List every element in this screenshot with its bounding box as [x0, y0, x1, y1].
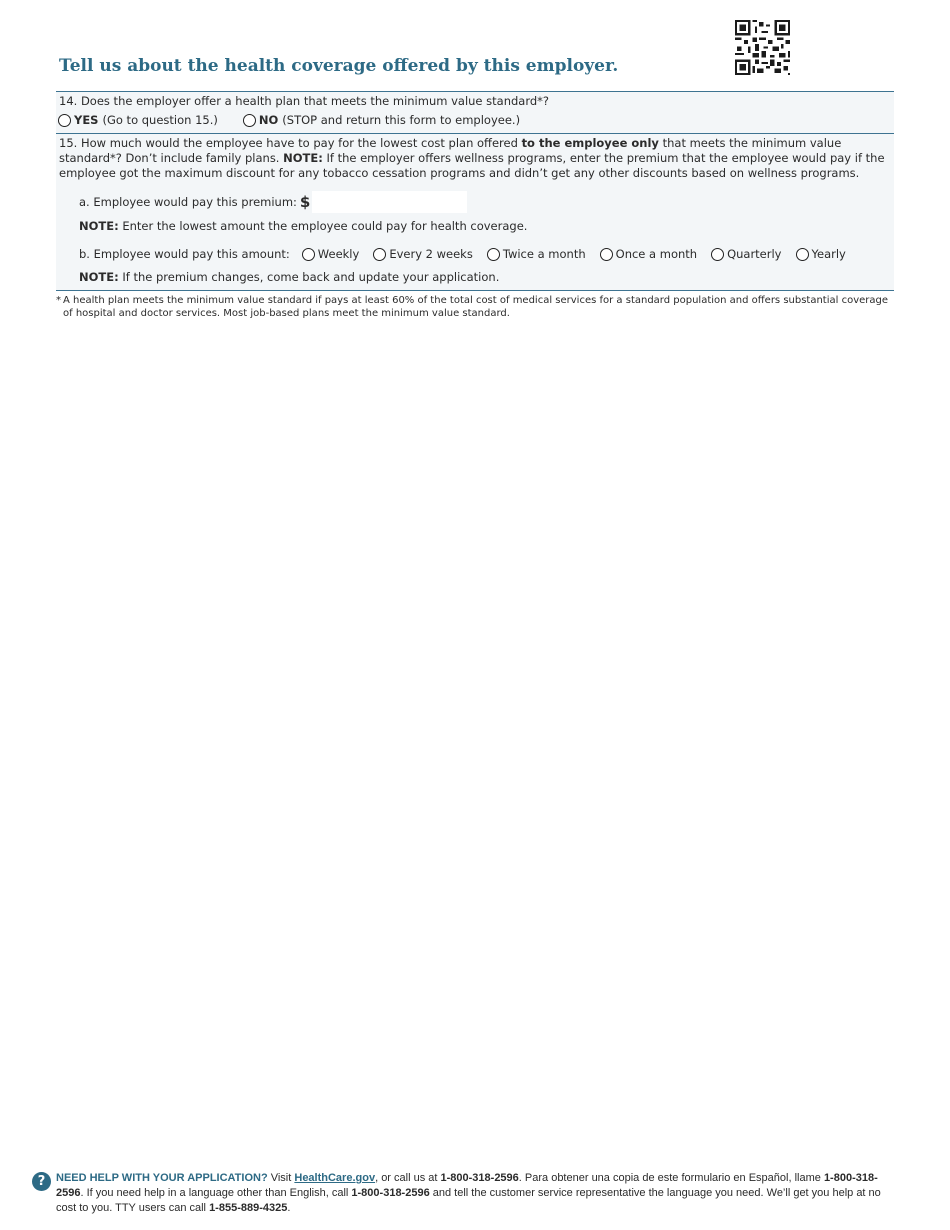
- help-footer: [32, 1171, 902, 1216]
- tty-number: 1-855-889-4325: [209, 1202, 288, 1214]
- footnote-marker: *: [56, 295, 61, 306]
- question-15-panel: [56, 133, 894, 291]
- frequency-option-label: Every 2 weeks: [389, 247, 473, 261]
- premium-change-note-text: If the premium changes, come back and update your application.: [118, 270, 500, 284]
- phone-number: 1-800-318-2596: [351, 1187, 430, 1199]
- frequency-option-label: Quarterly: [727, 247, 782, 261]
- frequency-option-label: Weekly: [317, 247, 360, 261]
- question-15-text: [59, 136, 889, 181]
- every-2-weeks-radio[interactable]: [373, 248, 386, 261]
- yes-option[interactable]: [58, 113, 218, 127]
- q15-part1: 15. How much would the employee have to pay for the lowest cost plan offered: [59, 136, 522, 150]
- frequency-twice-a-month[interactable]: [487, 247, 586, 261]
- help-t5: and tell the customer service representative the language you need. We’ll get you help at no cost to you. TTY users can call: [56, 1187, 881, 1214]
- premium-note: [79, 219, 527, 233]
- frequency-yearly[interactable]: [796, 247, 846, 261]
- yes-note: (Go to question 15.): [102, 113, 218, 127]
- q15-employee-only: to the employee only: [521, 136, 659, 150]
- help-t4: . If you need help in a language other than English, call: [80, 1187, 352, 1199]
- frequency-option-label: Once a month: [615, 247, 698, 261]
- premium-row: [79, 191, 467, 213]
- frequency-option-label: Twice a month: [502, 247, 586, 261]
- currency-symbol: $: [299, 193, 311, 211]
- premium-label: a. Employee would pay this premium:: [79, 195, 297, 209]
- frequency-row: [79, 247, 846, 261]
- help-heading: NEED HELP WITH YOUR APPLICATION?: [56, 1172, 268, 1184]
- question-14-options: [58, 113, 520, 127]
- help-t1: Visit: [267, 1172, 295, 1184]
- frequency-label: b. Employee would pay this amount:: [79, 247, 290, 261]
- yes-label: YES: [74, 113, 99, 127]
- weekly-radio[interactable]: [302, 248, 315, 261]
- question-mark-icon: ?: [32, 1172, 51, 1191]
- frequency-weekly[interactable]: [302, 247, 360, 261]
- help-t3: . Para obtener una copia de este formulario en Español, llame: [518, 1172, 824, 1184]
- quarterly-radio[interactable]: [711, 248, 724, 261]
- premium-input[interactable]: [312, 191, 467, 213]
- healthcare-gov-link[interactable]: HealthCare.gov: [294, 1172, 376, 1184]
- premium-note-label: NOTE:: [79, 219, 119, 233]
- premium-change-note: [79, 270, 499, 284]
- no-option[interactable]: [243, 113, 520, 127]
- no-label: NO: [258, 113, 279, 127]
- section-title: Tell us about the health coverage offered by this employer.: [59, 56, 619, 76]
- twice-a-month-radio[interactable]: [487, 248, 500, 261]
- no-radio[interactable]: [243, 114, 256, 127]
- help-text: [56, 1171, 902, 1216]
- qr-code-icon: [735, 20, 790, 75]
- frequency-quarterly[interactable]: [711, 247, 781, 261]
- help-t6: .: [287, 1202, 291, 1214]
- q15-note-label: NOTE:: [283, 151, 323, 165]
- q15-part3: If the employer offers wellness programs, enter the premium that the employee would pay if the employee got the maximum discount for any tobacco cessation programs and didn’t get any other discounts based on wellness programs.: [59, 151, 885, 180]
- phone-number: 1-800-318-2596: [56, 1172, 878, 1199]
- q15-part2: that meets the minimum value standard*? Don’t include family plans.: [59, 136, 842, 165]
- footnote-text: A health plan meets the minimum value standard if pays at least 60% of the total cost of medical services for a standard population and offers substantial coverage of hospital and doctor services. Most job-based plans meet the minimum value standard.: [63, 295, 889, 319]
- premium-change-note-label: NOTE:: [79, 270, 119, 284]
- question-14-text: 14. Does the employer offer a health plan that meets the minimum value standard*?: [59, 94, 550, 108]
- question-14-panel: [56, 91, 894, 133]
- premium-note-text: Enter the lowest amount the employee could pay for health coverage.: [118, 219, 528, 233]
- frequency-once-a-month[interactable]: [600, 247, 697, 261]
- help-t2: , or call us at: [375, 1172, 441, 1184]
- frequency-every-2-weeks[interactable]: [373, 247, 473, 261]
- no-note: (STOP and return this form to employee.): [282, 113, 521, 127]
- minimum-value-footnote: [56, 294, 896, 320]
- phone-number: 1-800-318-2596: [440, 1172, 519, 1184]
- once-a-month-radio[interactable]: [600, 248, 613, 261]
- yes-radio[interactable]: [58, 114, 71, 127]
- frequency-option-label: Yearly: [811, 247, 846, 261]
- yearly-radio[interactable]: [796, 248, 809, 261]
